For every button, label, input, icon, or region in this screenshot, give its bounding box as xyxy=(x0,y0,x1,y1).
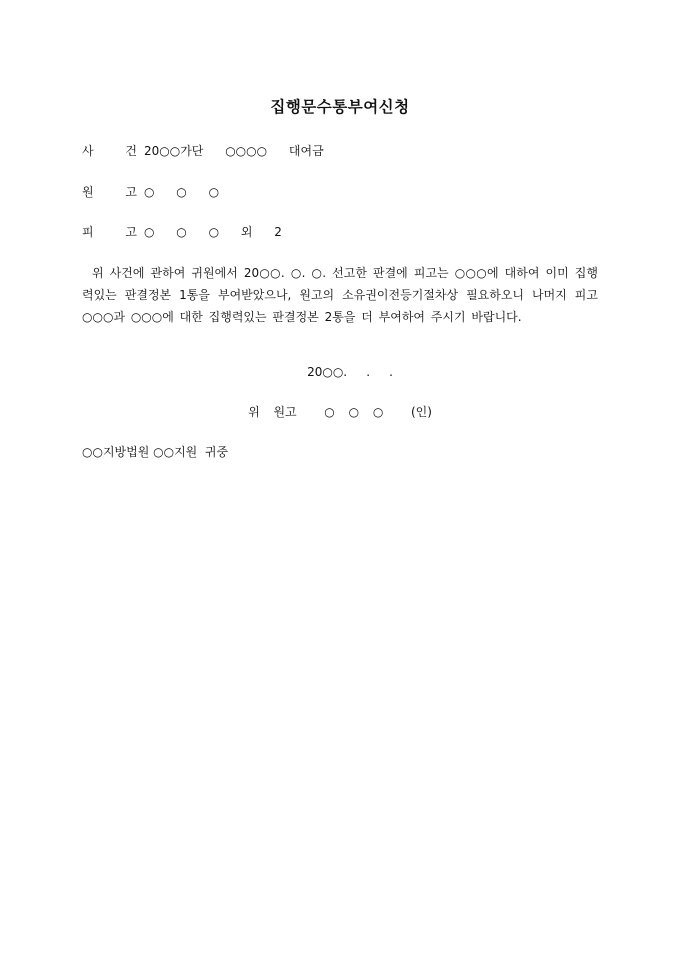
defendant-value: ○ ○ ○ 외 2 xyxy=(144,225,282,239)
case-label: 사 건 xyxy=(82,144,151,158)
case-value: 20○○가단 ○○○○ 대여금 xyxy=(144,144,324,158)
document-title: 집행문수통부여신청 xyxy=(270,98,410,116)
court-addressee: ○○지방법원 ○○지원 귀중 xyxy=(82,445,229,459)
plaintiff-value: ○ ○ ○ xyxy=(144,185,220,199)
plaintiff-label: 원 고 xyxy=(82,185,151,199)
request-body: 위 사건에 관하여 귀원에서 20○○. ○. ○. 선고한 판결에 피고는 ○○○에 대하여 이미 집행력있는 판결정본 1통을 부여받았으나, 원고의 소유권이전등기절차상 필요하오니 나머지 피고 ○○○과 ○○○에 대한 집행력있는 판결정본 2통을 더 부여하여 주시기 바랍니다. xyxy=(82,266,598,324)
date-line: 20○○. . . xyxy=(307,365,393,379)
defendant-label: 피 고 xyxy=(82,225,151,239)
signature-line: 위 원고 ○ ○ ○ (인) xyxy=(248,405,432,419)
